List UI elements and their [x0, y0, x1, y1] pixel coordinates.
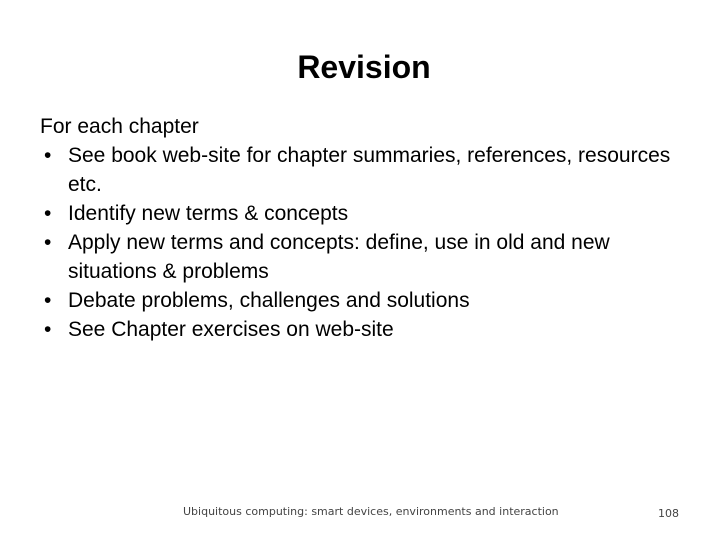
- bullet-glyph: •: [44, 289, 52, 312]
- bullet-text: Identify new terms & concepts: [68, 202, 349, 225]
- bullet-glyph: •: [44, 202, 52, 225]
- bullet-text: Apply new terms and concepts: define, use in old and new situations & problems: [68, 231, 610, 283]
- bullet-glyph: •: [44, 231, 52, 254]
- lead-text: For each chapter: [40, 115, 199, 138]
- slide-title: Revision: [297, 49, 431, 85]
- slide-body: [40, 112, 680, 344]
- bullet-glyph: •: [44, 318, 52, 341]
- slide-footer: Ubiquitous computing: smart devices, environments and interaction: [183, 505, 559, 518]
- bullet-item: [40, 141, 680, 199]
- bullet-item: [40, 315, 680, 344]
- bullet-item: [40, 228, 680, 286]
- bullet-text: Debate problems, challenges and solutions: [68, 289, 470, 312]
- page-number: 108: [658, 507, 679, 520]
- bullet-text: See Chapter exercises on web-site: [68, 318, 394, 341]
- bullet-glyph: •: [44, 144, 52, 167]
- bullet-item: [40, 199, 680, 228]
- bullet-item: [40, 286, 680, 315]
- bullet-text: See book web-site for chapter summaries, references, resources etc.: [68, 144, 671, 196]
- bullet-list: [40, 141, 680, 344]
